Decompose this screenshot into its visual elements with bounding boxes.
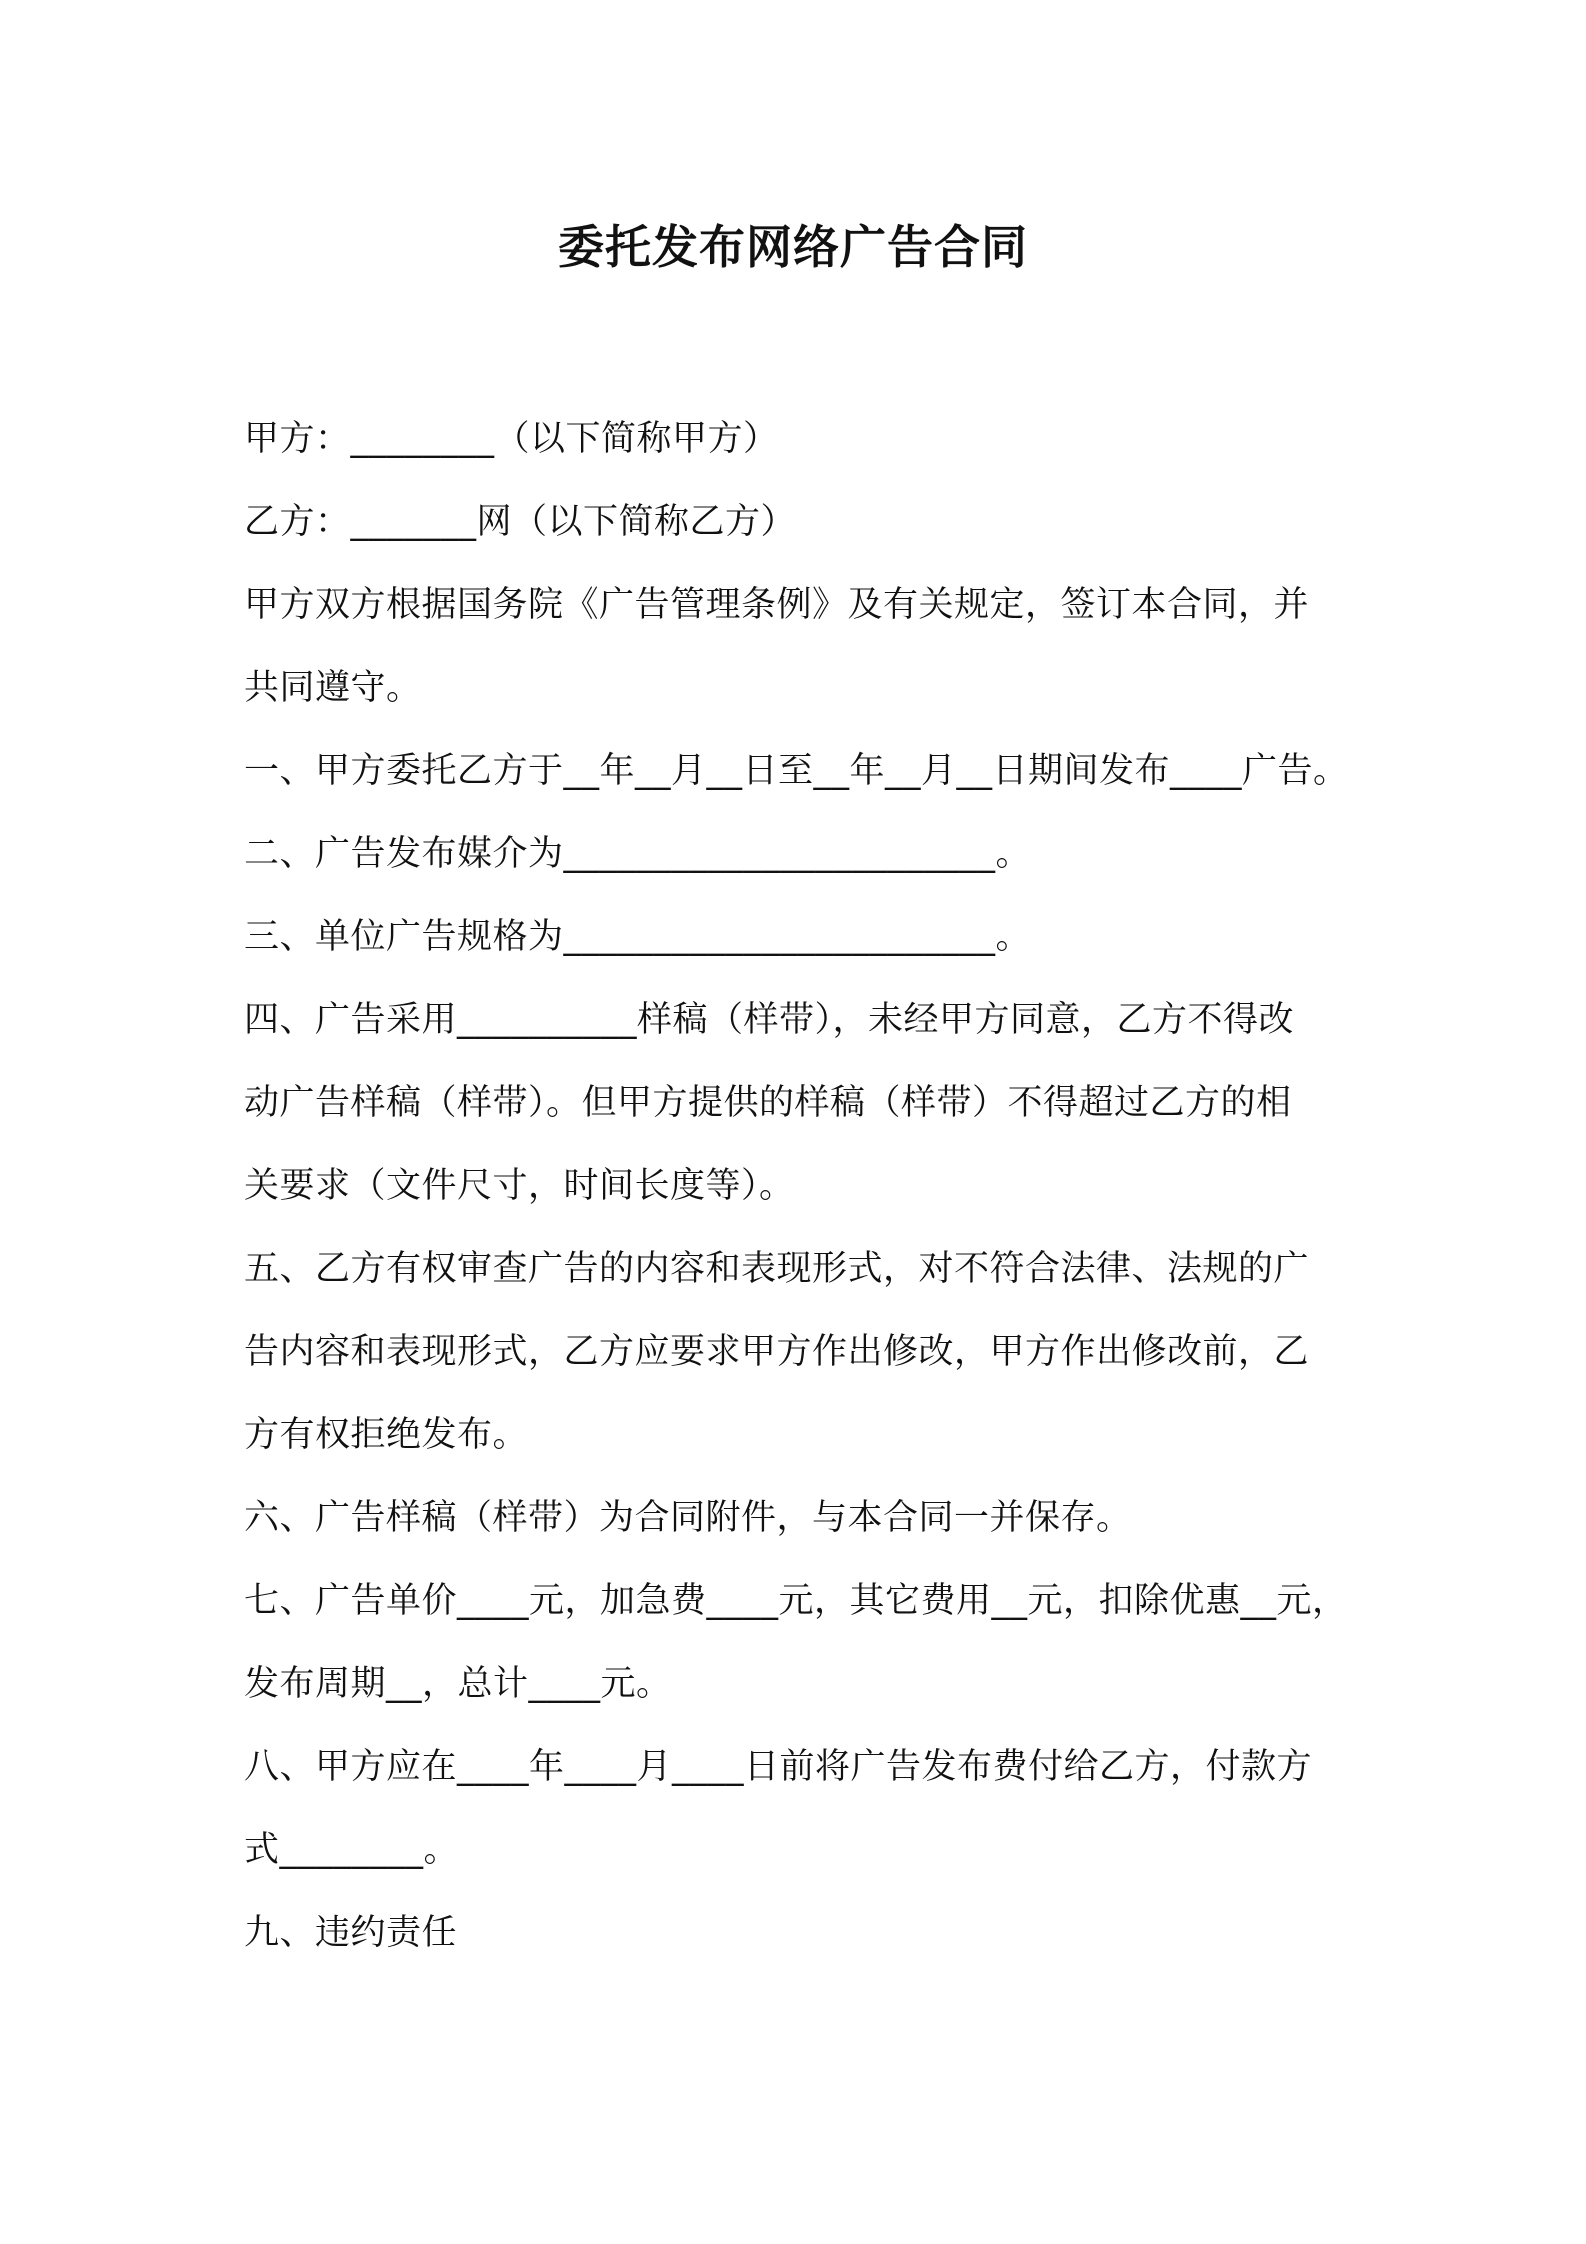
clause-8-line-2: 式________。 [244,1830,460,1870]
clause-7-line-2: 发布周期__，总计____元。 [244,1664,672,1704]
clause-4-line-3: 关要求（文件尺寸，时间长度等）。 [244,1166,795,1206]
clause-5-line-1: 五、乙方有权审查广告的内容和表现形式，对不符合法律、法规的广 [244,1249,1310,1289]
clause-5-line-3: 方有权拒绝发布。 [244,1415,529,1455]
contract-body [244,398,1374,1975]
clause-4-line-2: 动广告样稿（样带）。但甲方提供的样稿（样带）不得超过乙方的相 [244,1083,1292,1123]
clause-6: 六、广告样稿（样带）为合同附件，与本合同一并保存。 [244,1498,1132,1538]
clause-2: 二、广告发布媒介为________________________。 [244,834,1032,874]
preamble-line-1: 甲方双方根据国务院《广告管理条例》及有关规定，签订本合同，并 [244,585,1310,625]
clause-8-line-1: 八、甲方应在____年____月____日前将广告发布费付给乙方，付款方 [244,1747,1313,1787]
preamble-line-2: 共同遵守。 [244,668,422,708]
clause-1: 一、甲方委托乙方于__年__月__日至__年__月__日期间发布____广告。 [244,751,1349,791]
clause-4-line-1: 四、广告采用__________样稿（样带），未经甲方同意，乙方不得改 [244,1000,1295,1040]
clause-7-line-1: 七、广告单价____元，加急费____元，其它费用__元，扣除优惠__元， [244,1581,1348,1621]
party-b-line: 乙方：_______网（以下简称乙方） [244,502,797,542]
party-a-line: 甲方：________（以下简称甲方） [244,419,779,459]
clause-5-line-2: 告内容和表现形式，乙方应要求甲方作出修改，甲方作出修改前，乙 [244,1332,1310,1372]
document-title: 委托发布网络广告合同 [558,220,1028,274]
clause-3: 三、单位广告规格为________________________。 [244,917,1032,957]
clause-9-heading: 九、违约责任 [244,1913,458,1953]
